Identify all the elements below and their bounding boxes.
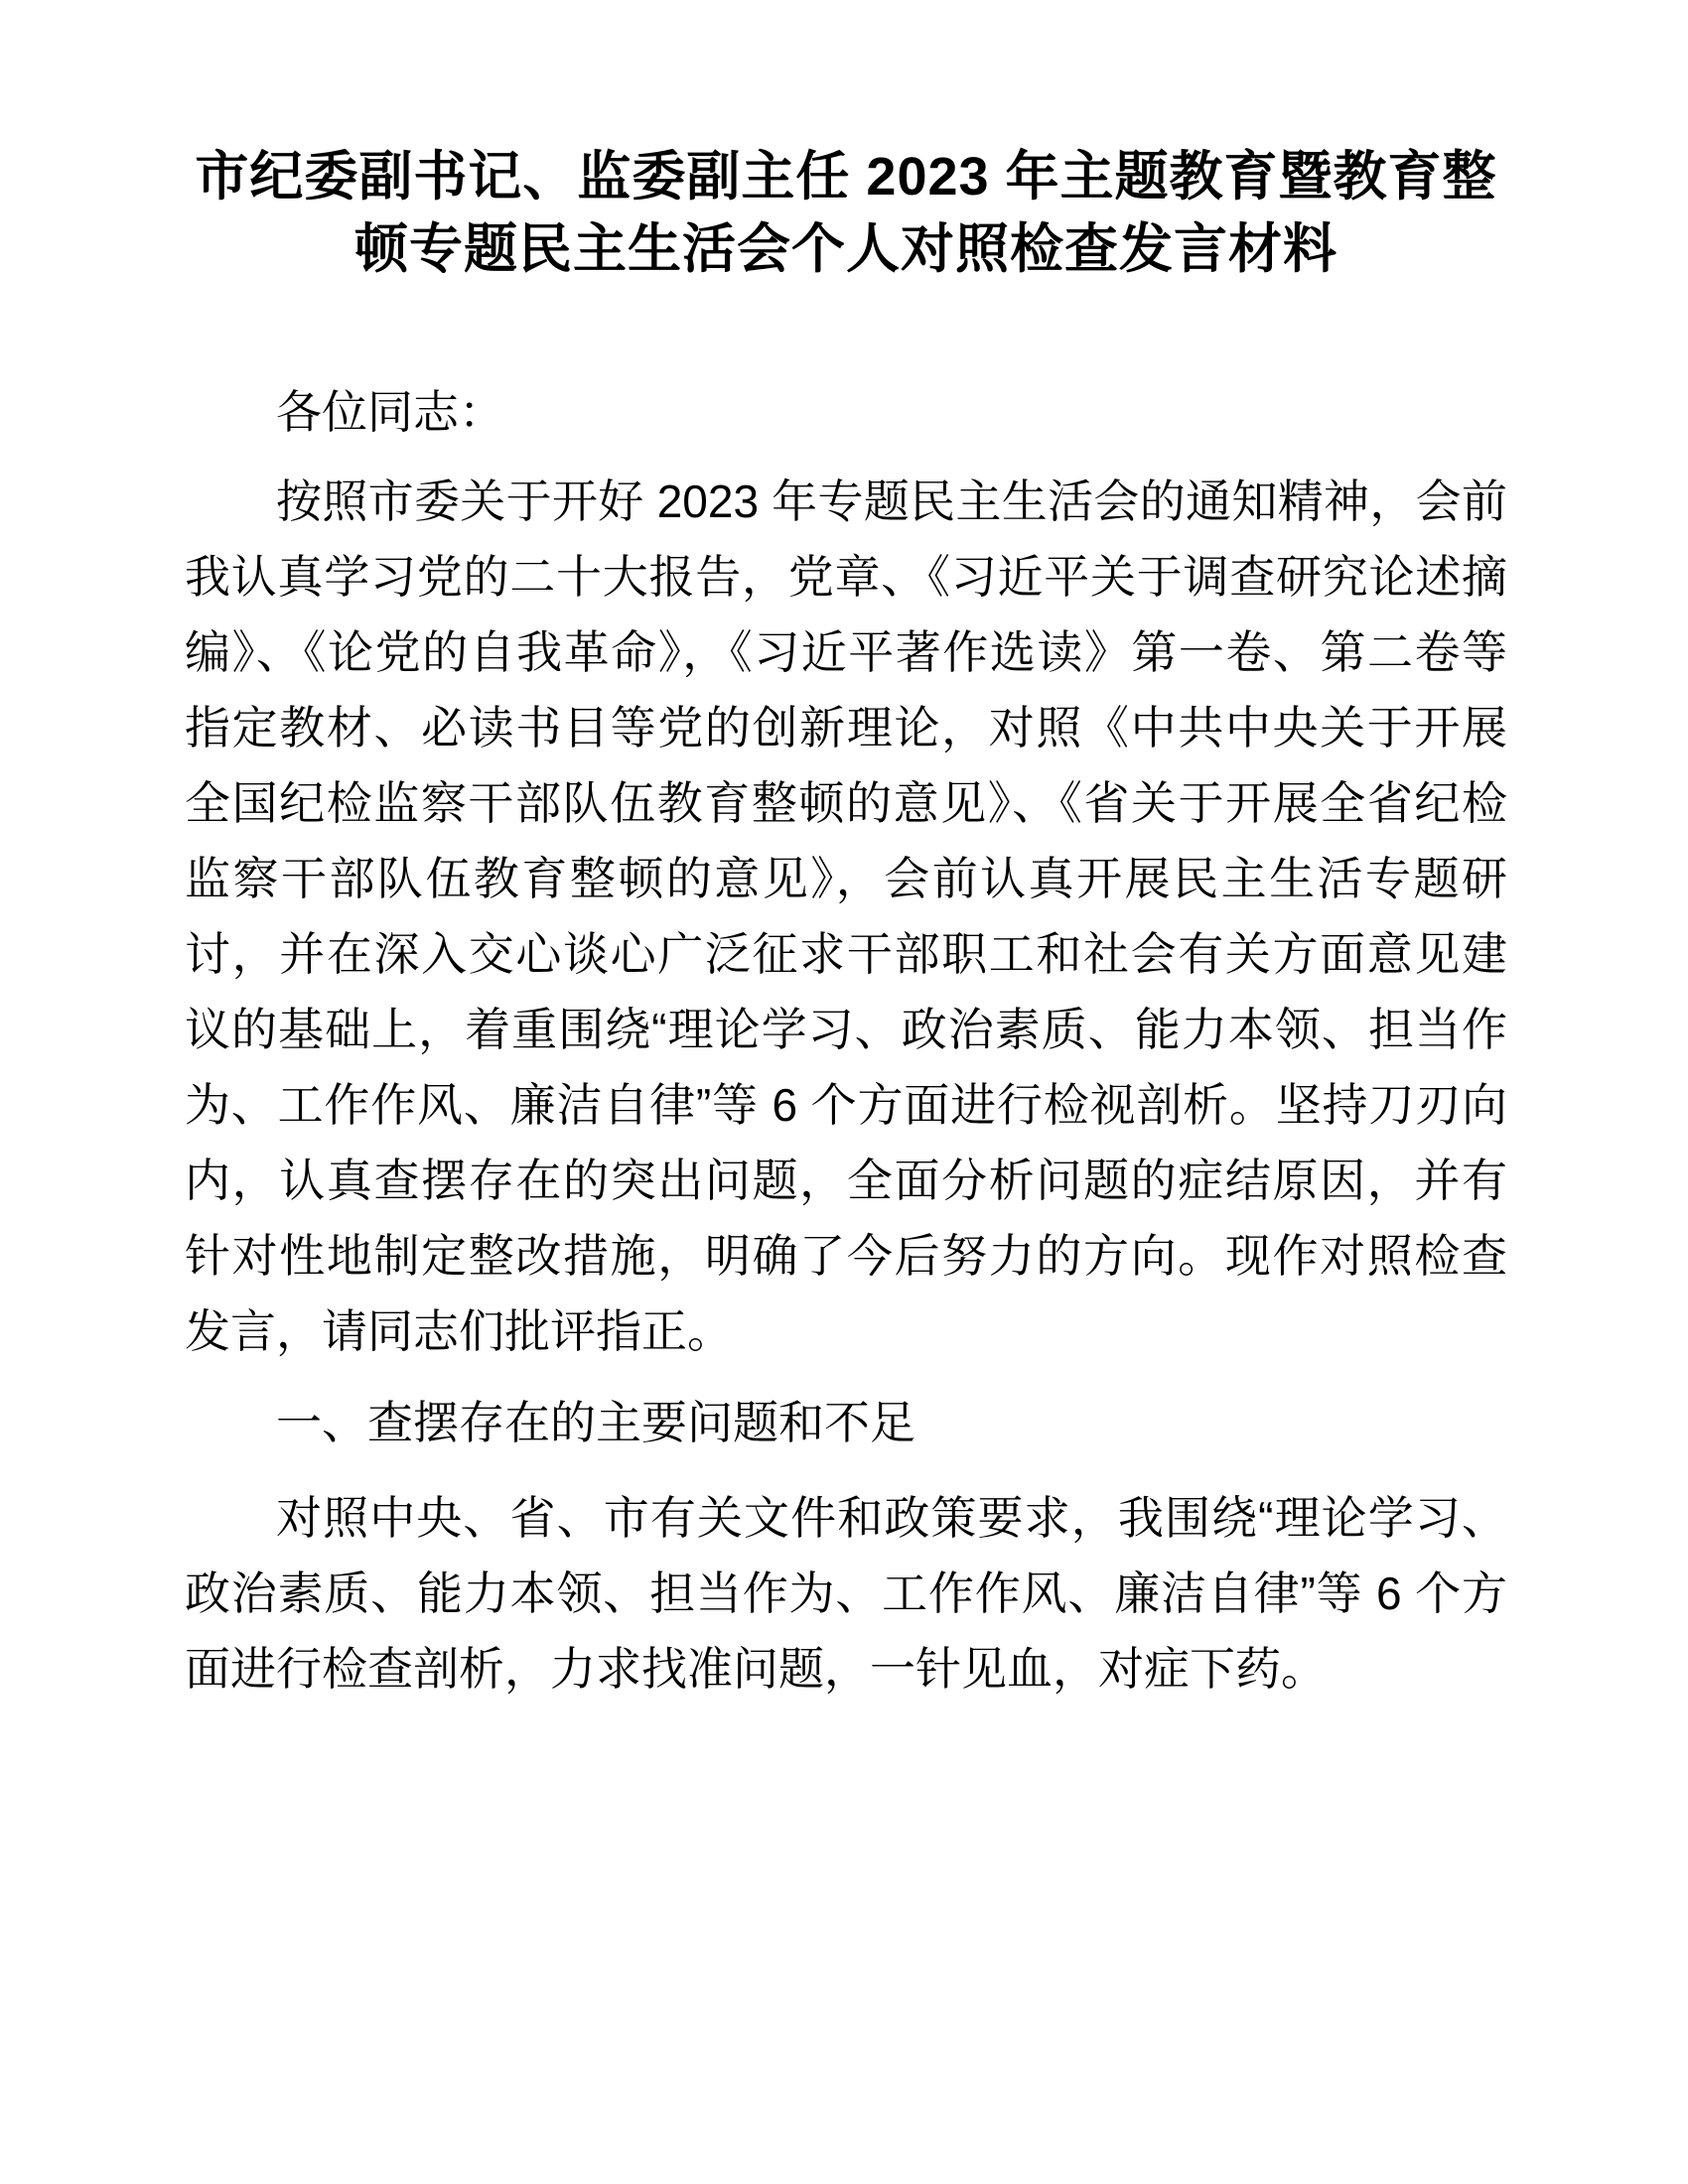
section-heading: 一、查摆存在的主要问题和不足	[276, 1396, 915, 1448]
salutation: 各位同志：	[276, 385, 504, 438]
paragraph-closing: 对照中央、省、市有关文件和政策要求，我围绕“理论学习、政治素质、能力本领、担当作为、工作作风、廉洁自律”等 6 个方面进行检查剖析，力求找准问题，一针见血，对症下药。	[185, 1491, 1507, 1695]
paragraph-intro: 按照市委关于开好 2023 年专题民主生活会的通知精神，会前我认真学习党的二十大报告，党章、《习近平关于调查研究论述摘编》、《论党的自我革命》，《习近平著作选读》第一卷、第二卷等指定教材、必读书目等党的创新理论，对照《中共中央关于开展全国纪检监察干部队伍教育整顿的意见》、《省关于开展全省纪检监察干部队伍教育整顿的意见》，会前认真开展民主生活专题研讨，并在深入交心谈心广泛征求干部职工和社会有关方面意见建议的基础上，着重围绕“理论学习、政治素质、能力本领、担当作为、工作作风、廉洁自律”等 6 个方面进行检视剖析。坚持刀刃向内，认真查摆存在的突出问题，全面分析问题的症结原因，并有针对性地制定整改措施，明确了今后努力的方向。现作对照检查发言，请同志们批评指正。	[185, 475, 1507, 1357]
document-title: 市纪委副书记、监委副主任 2023 年主题教育暨教育整顿专题民主生活会个人对照检查发言材料	[195, 147, 1497, 280]
